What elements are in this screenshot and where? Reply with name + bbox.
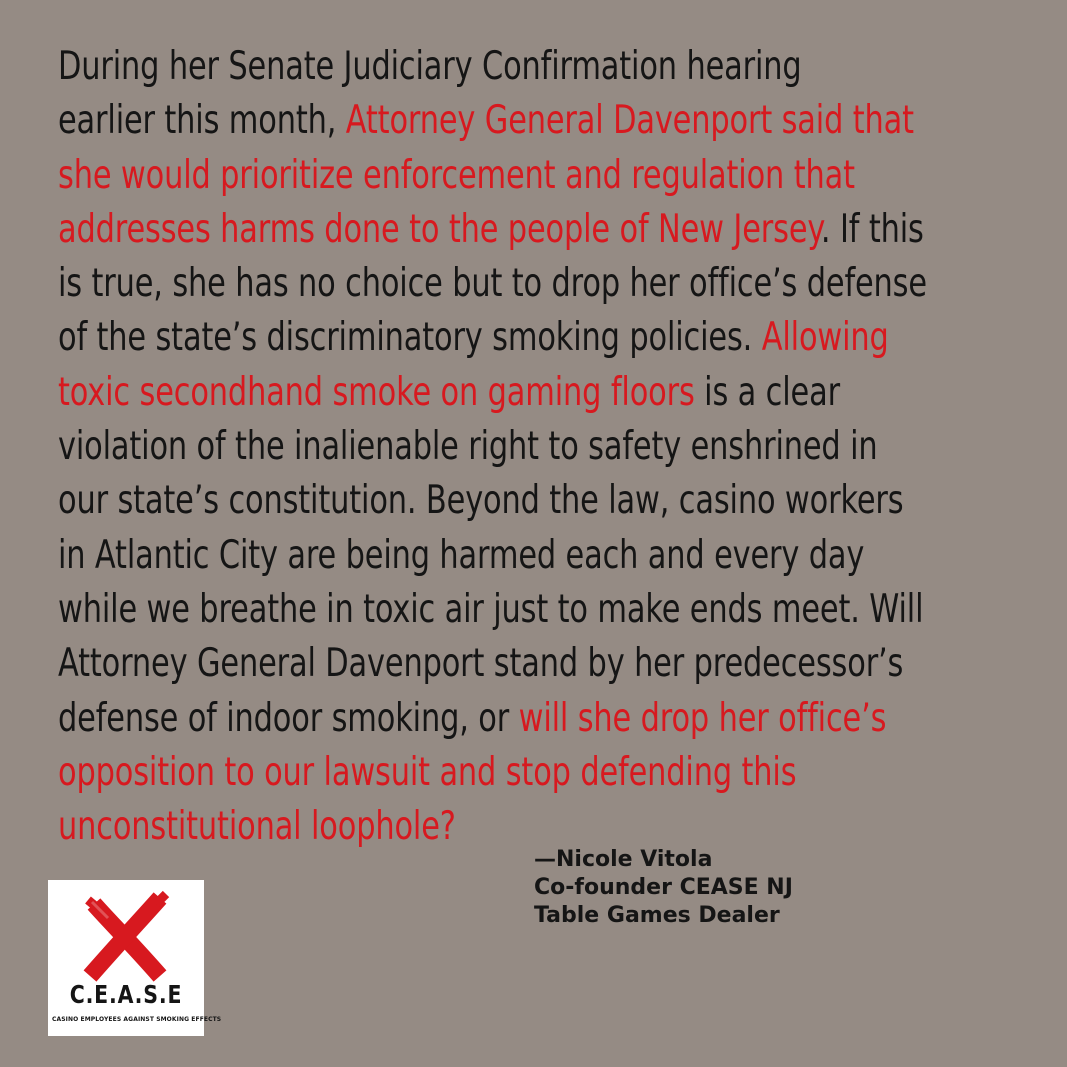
quote-line (58, 692, 887, 746)
quote-highlight: Allowing (761, 315, 889, 361)
quote-segment: violation of the inalienable right to safety enshrined in (58, 424, 878, 470)
attribution (534, 846, 793, 930)
quote-line (58, 583, 924, 637)
quote-line (58, 746, 795, 800)
quote-line (58, 94, 914, 148)
quote-line (58, 311, 889, 365)
quote-segment: is true, she has no choice but to drop her office’s defense (58, 261, 927, 307)
attribution-name: —Nicole Vitola (534, 847, 713, 872)
quote-segment: Attorney General Davenport stand by her predecessor’s (58, 641, 904, 687)
quote-line (58, 257, 927, 311)
quote-segment: earlier this month, (58, 98, 346, 144)
quote-segment: is a clear (694, 369, 840, 415)
quote-text (58, 40, 927, 854)
quote-segment: During her Senate Judiciary Confirmation hearing (58, 44, 802, 89)
quote-segment: while we breathe in toxic air just to make ends meet. Will (58, 586, 924, 632)
quote-segment: defense of indoor smoking, or (58, 695, 519, 741)
red-x-icon (48, 880, 222, 1036)
quote-highlight: she would prioritize enforcement and regulation that (58, 152, 855, 198)
quote-line (58, 637, 904, 691)
quote-highlight: toxic secondhand smoke on gaming floors (58, 369, 695, 415)
logo-tagline: CASINO EMPLOYEES AGAINST SMOKING EFFECTS (52, 1016, 222, 1023)
attribution-role-cofounder: Co-founder CEASE NJ (534, 875, 793, 900)
quote-segment: . If this (820, 206, 924, 252)
quote-highlight: will she drop her office’s (518, 695, 887, 741)
quote-highlight: addresses harms done to the people of New Jersey (58, 206, 821, 252)
quote-line (58, 40, 802, 94)
quote-line (58, 203, 924, 257)
logo-name: C.E.A.S.E (69, 980, 183, 1009)
quote-line (58, 474, 904, 528)
quote-line (58, 149, 855, 203)
quote-segment: in Atlantic City are being harmed each and every day (58, 532, 865, 578)
quote-line (58, 420, 878, 474)
cease-logo (48, 880, 222, 1036)
quote-highlight: unconstitutional loophole? (58, 804, 456, 850)
quote-highlight: opposition to our lawsuit and stop defending this (58, 749, 797, 795)
quote-line (58, 366, 840, 420)
quote-segment: of the state’s discriminatory smoking policies. (58, 315, 762, 361)
quote-highlight: Attorney General Davenport said that (345, 98, 914, 144)
attribution-role-dealer: Table Games Dealer (534, 903, 780, 928)
quote-line (58, 529, 865, 583)
quote-segment: our state’s constitution. Beyond the law, casino workers (58, 478, 904, 524)
